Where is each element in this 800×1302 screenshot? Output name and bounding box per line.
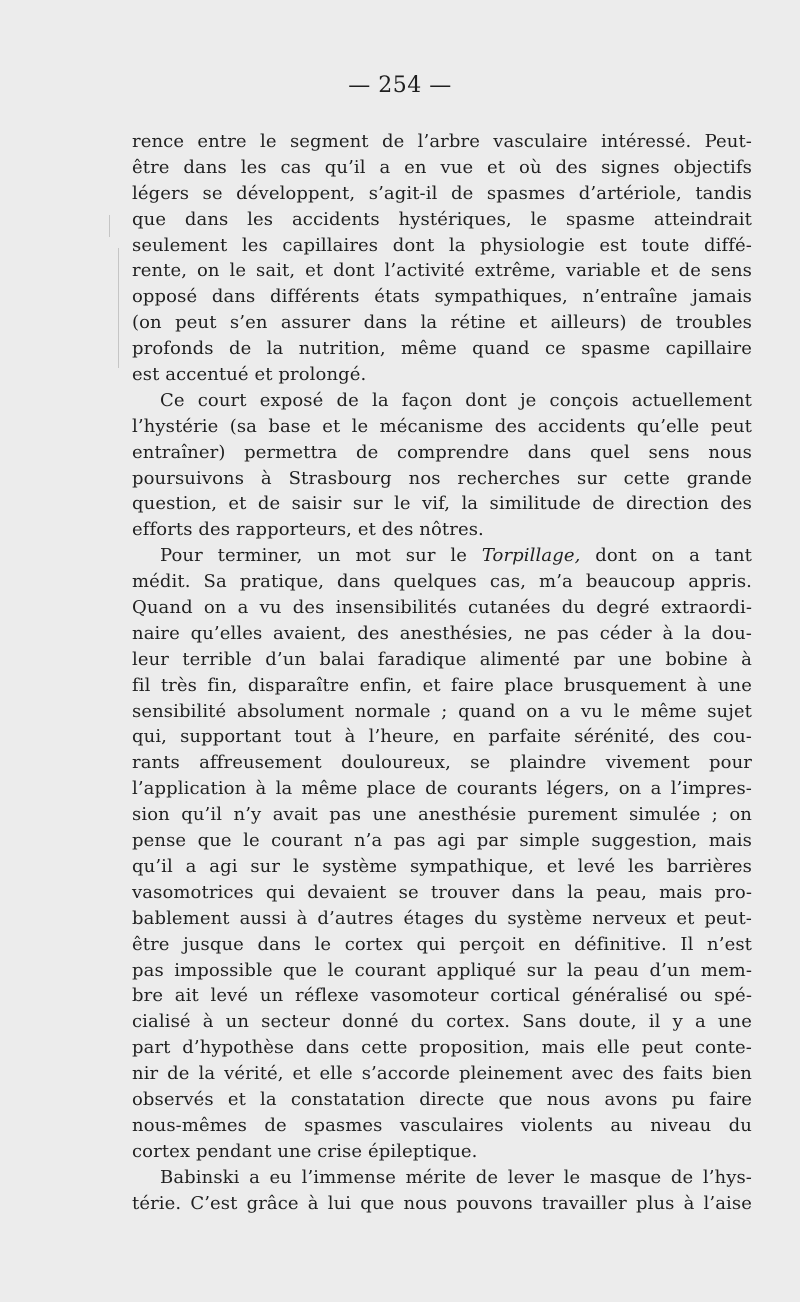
text-line: leur terrible d’un balai faradique alimenté par une bobine à [132, 648, 752, 670]
text-line: (on peut s’en assurer dans la rétine et ailleurs) de troubles [132, 312, 752, 334]
left-margin-mark-2 [118, 248, 119, 368]
text-run: Pour terminer, un mot sur le [160, 545, 482, 567]
text-line: cialisé à un secteur donné du cortex. Sans doute, il y a une [132, 1011, 752, 1033]
text-line: pas impossible que le courant appliqué sur la peau d’un mem- [132, 959, 752, 981]
text-line: profonds de la nutrition, même quand ce spasme capillaire [132, 338, 752, 360]
text-line-with-italic [132, 543, 752, 569]
text-line: qui, supportant tout à l’heure, en parfaite sérénité, des cou- [132, 726, 752, 748]
text-line: efforts des rapporteurs, et des nôtres. [132, 519, 484, 541]
page-number: — 254 — [348, 73, 452, 98]
text-line: térie. C’est grâce à lui que nous pouvons travailler plus à l’aise [132, 1192, 752, 1214]
text-line: question, et de saisir sur le vif, la similitude de direction des [132, 493, 752, 515]
main-text [132, 129, 752, 1216]
text-line: Babinski a eu l’immense mérite de lever le masque de l’hys- [160, 1166, 752, 1188]
text-line: sion qu’il n’y avait pas une anesthésie purement simulée ; on [132, 804, 752, 826]
text-line: poursuivons à Strasbourg nos recherches sur cette grande [132, 467, 752, 489]
text-line: cortex pendant une crise épileptique. [132, 1140, 478, 1162]
left-margin-mark [109, 215, 110, 237]
text-line: qu’il a agi sur le système sympathique, et levé les barrières [132, 855, 752, 877]
text-line: nir de la vérité, et elle s’accorde pleinement avec des faits bien [132, 1063, 752, 1085]
text-line: être jusque dans le cortex qui perçoit en définitive. Il n’est [132, 933, 752, 955]
text-line: rants affreusement douloureux, se plaindre vivement pour [132, 752, 752, 774]
italic-term: Torpillage, [481, 545, 581, 567]
text-line: être dans les cas qu’il a en vue et où des signes objectifs [132, 156, 752, 178]
text-line: seulement les capillaires dont la physiologie est toute diffé- [132, 234, 752, 256]
text-line: rence entre le segment de l’arbre vasculaire intéressé. Peut- [132, 131, 752, 152]
text-line: part d’hypothèse dans cette proposition, mais elle peut conte- [132, 1037, 752, 1059]
text-line: légers se développent, s’agit-il de spasmes d’artériole, tandis [132, 182, 752, 204]
text-line: est accentué et prolongé. [132, 364, 367, 386]
text-line: Quand on a vu des insensibilités cutanées du degré extraordi- [132, 597, 752, 619]
text-line: Ce court exposé de la façon dont je conçois actuellement [160, 389, 752, 411]
text-line: vasomotrices qui devaient se trouver dans la peau, mais pro- [132, 881, 752, 903]
text-line: rente, on le sait, et dont l’activité extrême, variable et de sens [132, 260, 752, 282]
text-run: dont on a tant [580, 545, 752, 567]
text-line: sensibilité absolument normale ; quand on a vu le même sujet [132, 700, 752, 722]
text-line: observés et la constatation directe que nous avons pu faire [132, 1088, 752, 1110]
text-line: que dans les accidents hystériques, le spasme atteindrait [132, 208, 752, 230]
text-line: l’hystérie (sa base et le mécanisme des accidents qu’elle peut [132, 415, 752, 437]
text-line: entraîner) permettra de comprendre dans quel sens nous [132, 441, 752, 463]
text-line: médit. Sa pratique, dans quelques cas, m’a beaucoup appris. [132, 571, 752, 593]
text-line: nous-mêmes de spasmes vasculaires violents au niveau du [132, 1114, 752, 1136]
text-line: opposé dans différents états sympathiques, n’entraîne jamais [132, 286, 752, 308]
text-line: pense que le courant n’a pas agi par simple suggestion, mais [132, 830, 752, 852]
text-line: fil très fin, disparaître enfin, et faire place brusquement à une [132, 674, 752, 696]
text-line: naire qu’elles avaient, des anesthésies, ne pas céder à la dou- [132, 622, 752, 644]
text-line: l’application à la même place de courants légers, on a l’impres- [132, 778, 752, 800]
text-line: bablement aussi à d’autres étages du système nerveux et peut- [132, 907, 752, 929]
text-line: bre ait levé un réflexe vasomoteur cortical généralisé ou spé- [132, 985, 752, 1007]
